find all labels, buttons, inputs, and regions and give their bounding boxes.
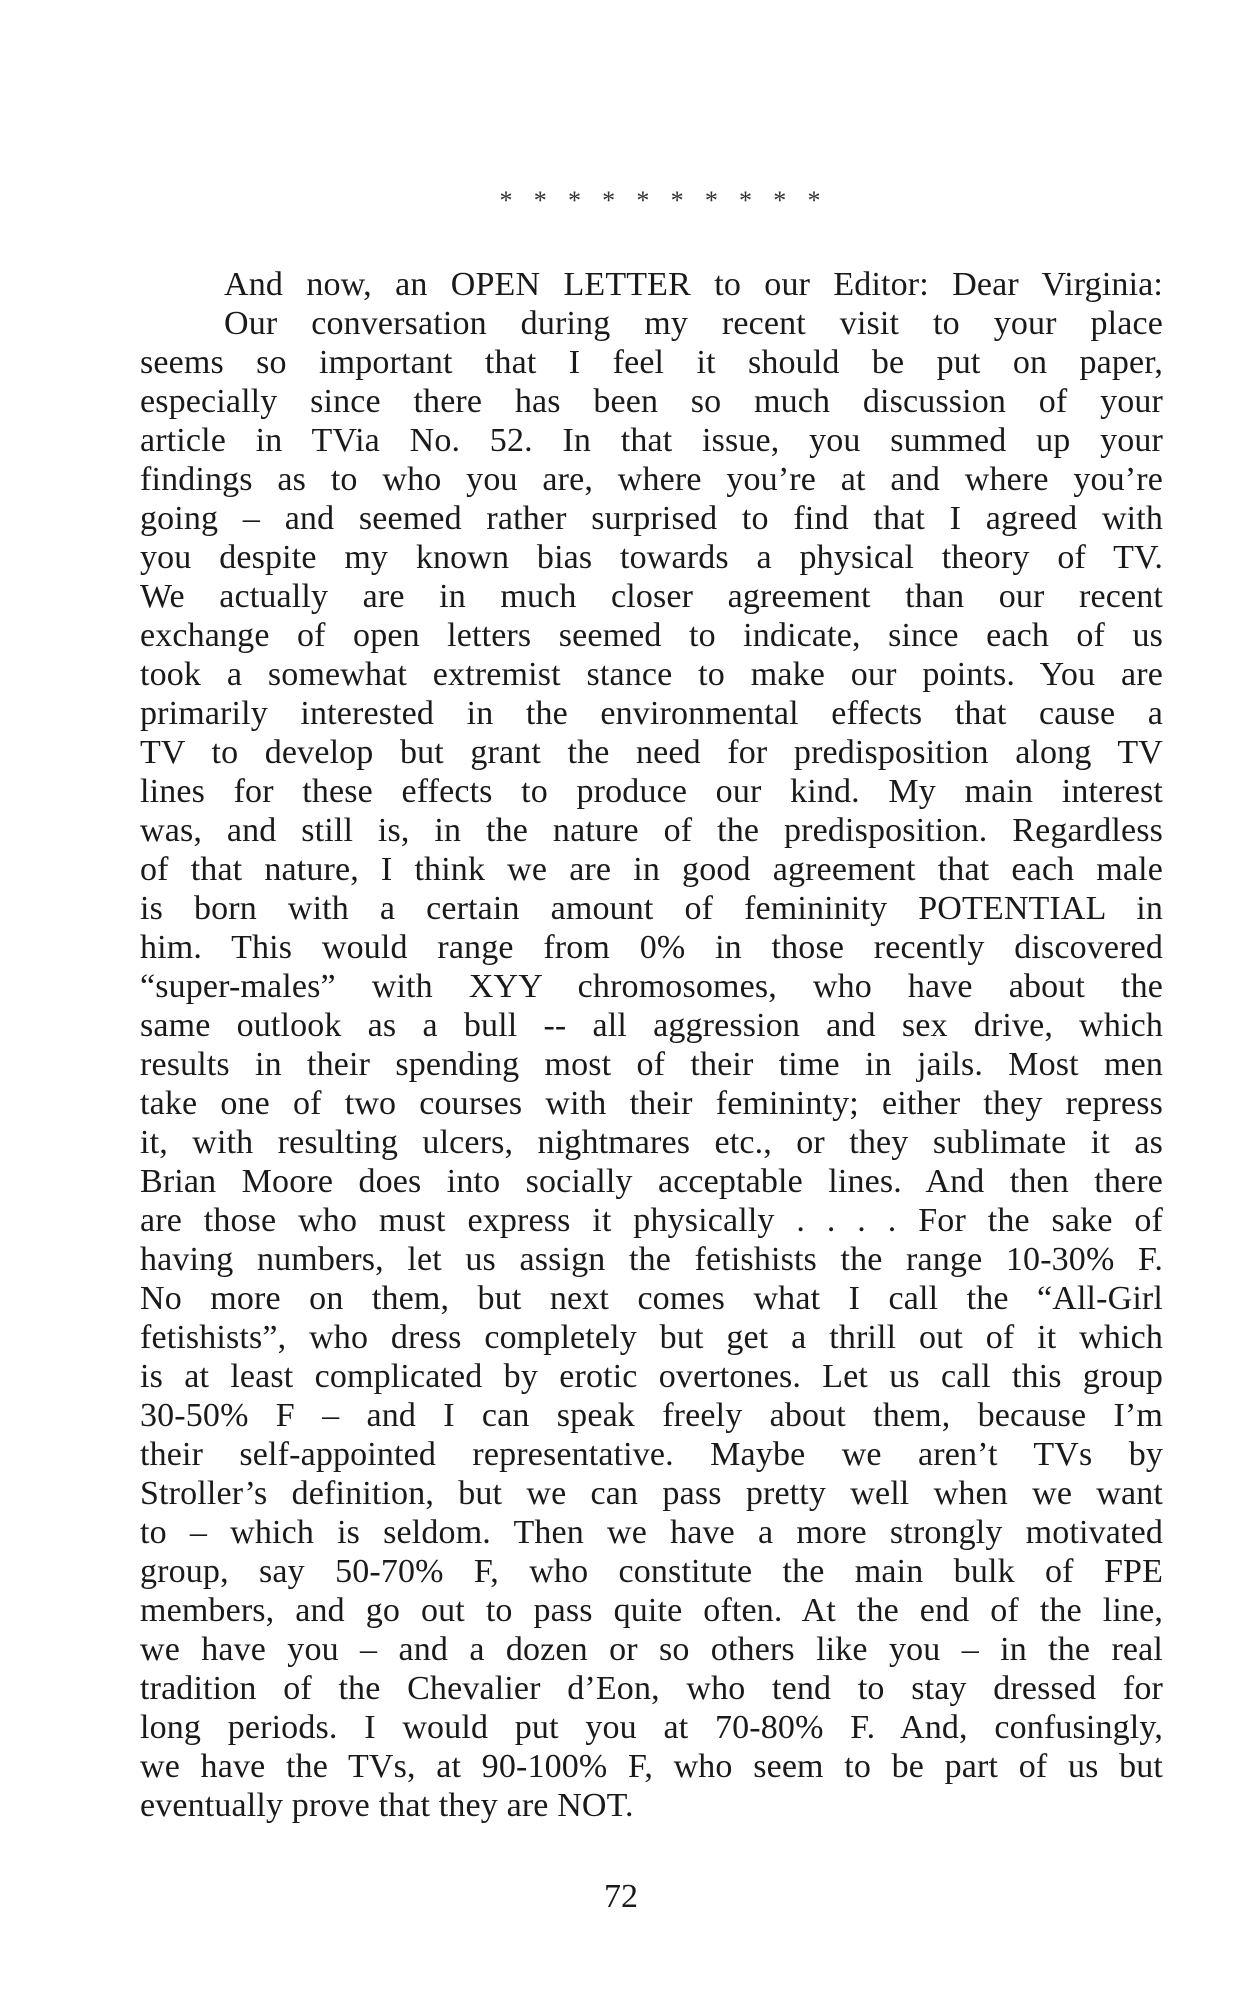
text-line: having numbers, let us assign the fetishists the range 10-30% F. [140,1241,1163,1278]
text-line: of that nature, I think we are in good agreement that each male [140,851,1163,888]
text-line: exchange of open letters seemed to indicate, since each of us [140,617,1163,654]
text-line: We actually are in much closer agreement than our recent [140,578,1163,615]
text-line: results in their spending most of their time in jails. Most men [140,1046,1163,1083]
text-line: their self-appointed representative. Maybe we aren’t TVs by [140,1436,1163,1473]
text-line: “super-males” with XYY chromosomes, who have about the [140,968,1163,1005]
text-line: it, with resulting ulcers, nightmares etc., or they sublimate it as [140,1124,1163,1161]
text-line: especially since there has been so much discussion of your [140,383,1163,420]
asterisk-icon: * [739,186,753,215]
text-line: long periods. I would put you at 70-80% F. And, confusingly, [140,1709,1163,1746]
page-number: 72 [604,1878,638,1915]
asterisk-icon: * [499,186,513,215]
article-body [140,265,1163,1825]
text-line: 30-50% F – and I can speak freely about them, because I’m [140,1397,1163,1434]
text-line: Brian Moore does into socially acceptable lines. And then there [140,1163,1163,1200]
text-line: No more on them, but next comes what I call the “All-Girl [140,1280,1163,1317]
text-line: same outlook as a bull -- all aggression and sex drive, which [140,1007,1163,1044]
text-line: we have you – and a dozen or so others like you – in the real [140,1631,1163,1668]
text-line: Stroller’s definition, but we can pass pretty well when we want [140,1475,1163,1512]
text-line: And now, an OPEN LETTER to our Editor: Dear Virginia: [224,266,1163,303]
asterisk-icon: * [773,186,787,215]
asterisk-icon: * [704,186,718,215]
text-line: fetishists”, who dress completely but get a thrill out of it which [140,1319,1163,1356]
asterisk-icon: * [670,186,684,215]
asterisk-icon: * [533,186,547,215]
text-line: took a somewhat extremist stance to make our points. You are [140,656,1163,693]
asterisk-icon: * [602,186,616,215]
text-line: to – which is seldom. Then we have a more strongly motivated [140,1514,1163,1551]
text-line: tradition of the Chevalier d’Eon, who tend to stay dressed for [140,1670,1163,1707]
asterisk-icon: * [807,186,821,215]
text-line: him. This would range from 0% in those recently discovered [140,929,1163,966]
text-line: is at least complicated by erotic overtones. Let us call this group [140,1358,1163,1395]
text-line: group, say 50-70% F, who constitute the main bulk of FPE [140,1553,1163,1590]
text-line: going – and seemed rather surprised to find that I agreed with [140,500,1163,537]
section-separator [495,186,825,216]
text-line: is born with a certain amount of femininity POTENTIAL in [140,890,1163,927]
asterisk-icon: * [567,186,581,215]
text-line: take one of two courses with their femininty; either they repress [140,1085,1163,1122]
text-line: Our conversation during my recent visit to your place [224,305,1163,342]
text-line: eventually prove that they are NOT. [140,1787,634,1824]
text-line: primarily interested in the environmental effects that cause a [140,695,1163,732]
text-line: members, and go out to pass quite often. At the end of the line, [140,1592,1163,1629]
text-line: lines for these effects to produce our kind. My main interest [140,773,1163,810]
text-line: article in TVia No. 52. In that issue, you summed up your [140,422,1163,459]
text-line: was, and still is, in the nature of the predisposition. Regardless [140,812,1163,849]
text-line: findings as to who you are, where you’re at and where you’re [140,461,1163,498]
text-line: are those who must express it physically . . . . For the sake of [140,1202,1163,1239]
asterisk-icon: * [636,186,650,215]
text-line: we have the TVs, at 90-100% F, who seem to be part of us but [140,1748,1163,1785]
text-line: seems so important that I feel it should be put on paper, [140,344,1163,381]
text-line: TV to develop but grant the need for predisposition along TV [140,734,1163,771]
text-line: you despite my known bias towards a physical theory of TV. [140,539,1163,576]
